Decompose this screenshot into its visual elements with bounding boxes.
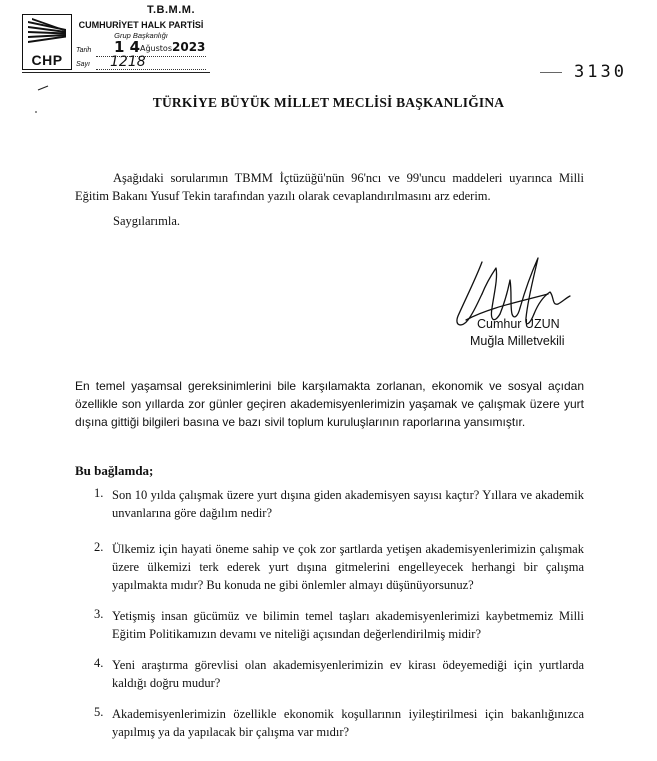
- question-number: 3.: [94, 607, 104, 621]
- question-text: Akademisyenlerimizin özellikle ekonomik koşullarının iyileştirilmesi için bakanlığınızca yapılmış ya da yapılacak bir çalışma var mıdır?: [112, 707, 584, 739]
- date-label: Tarih: [76, 47, 92, 54]
- question-text: Son 10 yılda çalışmak üzere yurt dışına giden akademisyen sayısı kaçtır? Yıllara ve akademik unvanlarına göre dağılım nedir?: [112, 488, 584, 520]
- logo-text: CHP: [31, 52, 63, 68]
- signatory-name: Cumhur UZUN: [477, 317, 560, 331]
- greeting: Saygılarımla.: [113, 214, 180, 228]
- date-month: Ağustos: [140, 44, 172, 53]
- received-stamp: [22, 14, 208, 70]
- question-number: 5.: [94, 705, 104, 719]
- number-dash: [540, 72, 562, 73]
- question-text: Yeni araştırma görevlisi olan akademisyenlerimizin ev kirası ödeyemediği için yurtlarda kaldığı doğru mudur?: [112, 658, 584, 690]
- party-office: Grup Başkanlığı: [114, 31, 168, 40]
- party-name: CUMHURİYET HALK PARTİSİ: [78, 20, 204, 30]
- document-number: 3130: [574, 62, 627, 82]
- question-number: 2.: [94, 540, 104, 554]
- chp-logo: [22, 14, 72, 70]
- six-arrows-icon: [26, 17, 70, 47]
- date-year: 2023: [172, 40, 206, 54]
- date-day: 1 4: [114, 38, 141, 56]
- number-value: 1218: [110, 54, 146, 70]
- question-number: 4.: [94, 656, 104, 670]
- context-heading: Bu bağlamda;: [75, 463, 154, 478]
- stamp-header: T.B.M.M.: [147, 4, 195, 16]
- question-text: Ülkemiz için hayati öneme sahip ve çok zor şartlarda yetişen akademisyenlerimizin çalışmak üzere ülkemizi terk ederek yurt dışına gitmelerini engelleyecek herhangi bir çalışma yapılmakta mıdır? Bu konuda ne gibi önlemler almayı düşünüyorsunuz?: [112, 542, 584, 592]
- question-number: 1.: [94, 486, 104, 500]
- page-title: TÜRKİYE BÜYÜK MİLLET MECLİSİ BAŞKANLIĞINA: [152, 95, 505, 110]
- number-label: Sayı: [76, 61, 91, 68]
- signatory-role: Muğla Milletvekili: [470, 334, 565, 348]
- intro-paragraph: En temel yaşamsal gereksinimlerini bile karşılamakta zorlanan, ekonomik ve sosyal açıdan özellikle son yıllarda zor günler geçiren akademisyenlerimizin yaşamak ve çalışmak üzere yurt dışına gittiği bilgileri basına ve bazı sivil toplum kuruluşlarının raporlarına yansımıştır.: [75, 379, 584, 429]
- question-text: Yetişmiş insan gücümüz ve bilimin temel taşları akademisyenlerimizi kaybetmemiz Milli Eğitim Politikamızın devamı ve niteliği açısından değerlendirilmiş midir?: [112, 609, 584, 641]
- stamp-divider: [22, 72, 210, 73]
- request-paragraph: Aşağıdaki sorularımın TBMM İçtüzüğü'nün 96'ncı ve 99'uncu maddeleri uyarınca Milli Eğitim Bakanı Yusuf Tekin tarafından yazılı olarak cevaplandırılmasını arz ederim.: [75, 171, 584, 203]
